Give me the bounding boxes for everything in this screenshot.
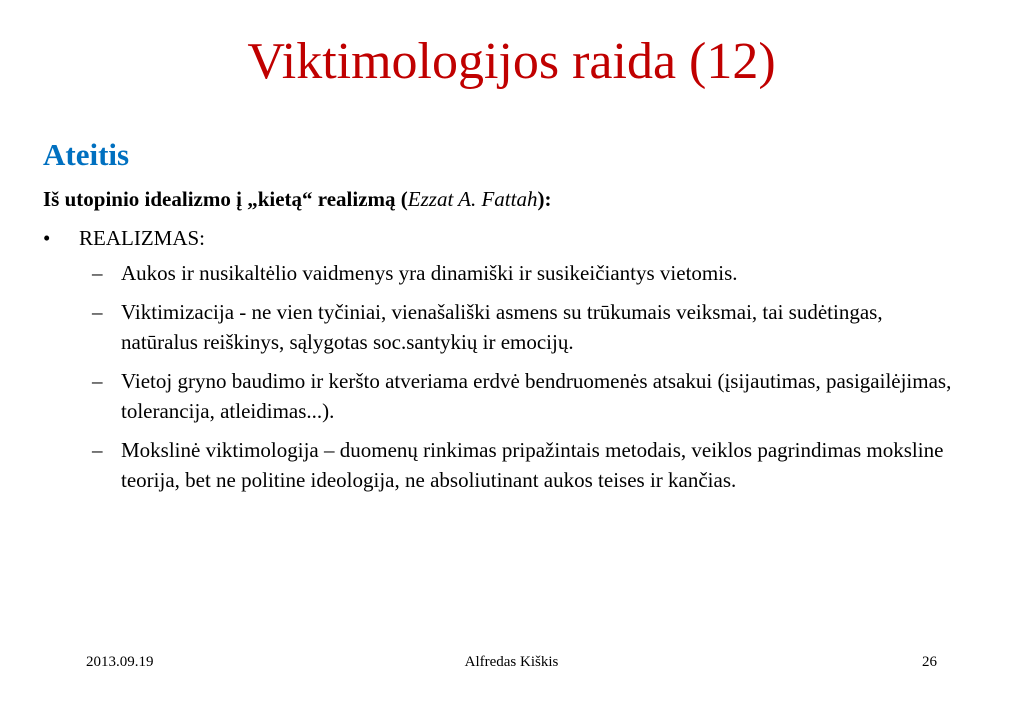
bullet-item-realizmas: [43, 223, 205, 253]
sub-bullet-list: [92, 258, 962, 504]
dash-marker: –: [92, 369, 103, 393]
sub-bullet-text: Aukos ir nusikaltėlio vaidmenys yra dinamiški ir susikeičiantys vietomis.: [121, 261, 738, 285]
sub-bullet-text: Mokslinė viktimologija – duomenų rinkimas pripažintais metodais, veiklos pagrindimas moksline teorija, bet ne politine ideologija, ne absoliutinant aukos teises ir kančias.: [121, 438, 944, 492]
dash-marker: –: [92, 300, 103, 324]
intro-suffix: ):: [537, 187, 552, 211]
intro-line: [43, 184, 551, 214]
slide-subtitle: Ateitis: [43, 137, 130, 172]
bullet-label: REALIZMAS:: [79, 226, 205, 250]
bullet-dot: •: [43, 226, 51, 250]
intro-text: Iš utopinio idealizmo į „kietą“ realizmą (: [43, 187, 408, 211]
sub-bullet-item: [92, 297, 962, 357]
slide-title: Viktimologijos raida (12): [247, 33, 776, 90]
dash-marker: –: [92, 261, 103, 285]
sub-bullet-item: [92, 435, 962, 495]
dash-marker: –: [92, 438, 103, 462]
intro-author: Ezzat A. Fattah: [407, 187, 538, 211]
footer-author: Alfredas Kiškis: [464, 654, 559, 670]
sub-bullet-item: [92, 366, 962, 426]
footer-date: 2013.09.19: [86, 654, 154, 670]
footer-page-number: 26: [922, 654, 937, 670]
sub-bullet-text: Viktimizacija - ne vien tyčiniai, vienašališki asmens su trūkumais veiksmai, tai sudėtingas, natūralus reiškinys, sąlygotas soc.santykių ir emocijų.: [121, 300, 883, 354]
sub-bullet-text: Vietoj gryno baudimo ir keršto atveriama erdvė bendruomenės atsakui (įsijautimas, pasigailėjimas, tolerancija, atleidimas...).: [121, 369, 952, 423]
sub-bullet-item: [92, 258, 962, 288]
